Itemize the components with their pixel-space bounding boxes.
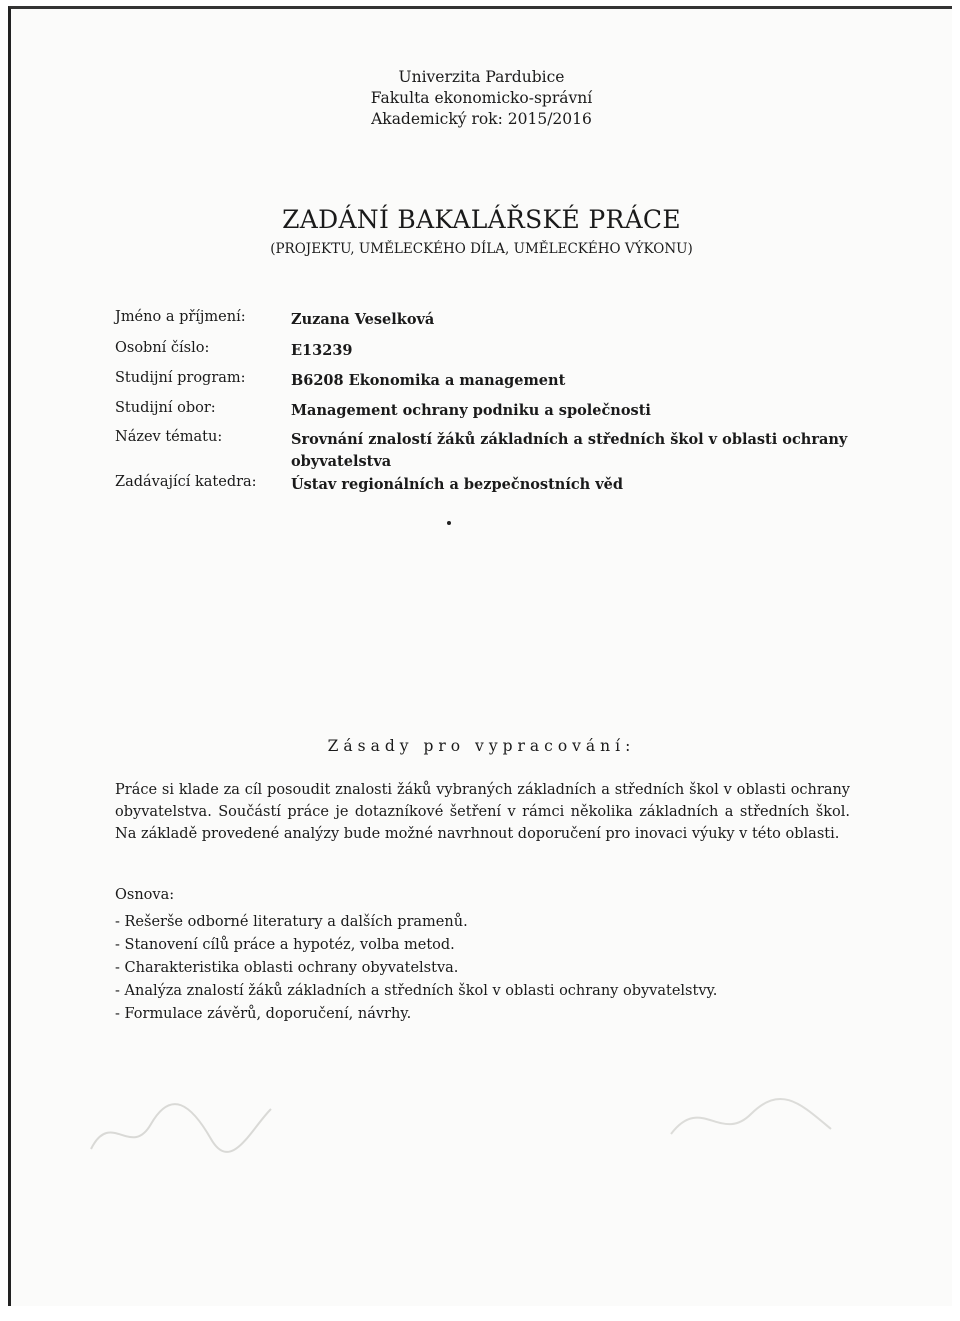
info-label: Studijní program: [115, 370, 246, 386]
info-label: Studijní obor: [115, 400, 216, 416]
document-subtitle: (PROJEKTU, UMĚLECKÉHO DÍLA, UMĚLECKÉHO VÝKONU) [270, 241, 693, 257]
academic-year-line [11, 109, 952, 130]
document-title: ZADÁNÍ BAKALÁŘSKÉ PRÁCE [282, 205, 681, 234]
info-value: Zuzana Veselková [291, 311, 435, 328]
outline-item: - Analýza znalostí žáků základních a středních škol v oblasti ochrany obyvatelstvy. [115, 983, 718, 999]
stray-dot [447, 521, 451, 525]
info-label: Zadávající katedra: [115, 474, 257, 490]
outline-item: - Rešerše odborné literatury a dalších pramenů. [115, 914, 468, 930]
faint-signature-left [81, 1089, 281, 1169]
section-heading-zasady: Zásady pro vypracování: [327, 737, 636, 755]
document-page [8, 6, 952, 1306]
academic-year-label: Akademický rok: [371, 110, 503, 128]
info-value: B6208 Ekonomika a management [291, 372, 566, 389]
faint-signature-right [661, 1084, 841, 1154]
university-name: Univerzita Pardubice [398, 68, 565, 86]
info-label: Jméno a příjmení: [115, 309, 246, 325]
info-label: Osobní číslo: [115, 340, 210, 356]
outline-list [115, 911, 815, 1026]
info-value: E13239 [291, 342, 353, 359]
info-value: Management ochrany podniku a společnosti [291, 402, 651, 419]
outline-item: - Stanovení cílů práce a hypotéz, volba metod. [115, 937, 455, 953]
info-value: Srovnání znalostí žáků základních a středních škol v oblasti ochrany obyvatelstva [291, 431, 848, 470]
outline-item: - Charakteristika oblasti ochrany obyvatelstva. [115, 960, 459, 976]
outline-title: Osnova: [115, 887, 175, 903]
faculty-name: Fakulta ekonomicko-správní [370, 89, 593, 107]
document-header [11, 67, 952, 130]
assignment-paragraph: Práce si klade za cíl posoudit znalosti žáků vybraných základních a středních škol v oblasti ochrany obyvatelstva. Součástí práce je dotazníkové šetření v rámci několika základních a středních škol. Na základě provedené analýzy bude možné navrhnout doporučení pro inovaci výuky v této oblasti. [115, 782, 850, 842]
info-label: Název tématu: [115, 429, 223, 445]
outline-item: - Formulace závěrů, doporučení, návrhy. [115, 1006, 412, 1022]
info-value: Ústav regionálních a bezpečnostních věd [291, 476, 624, 493]
academic-year-value: 2015/2016 [507, 110, 592, 128]
